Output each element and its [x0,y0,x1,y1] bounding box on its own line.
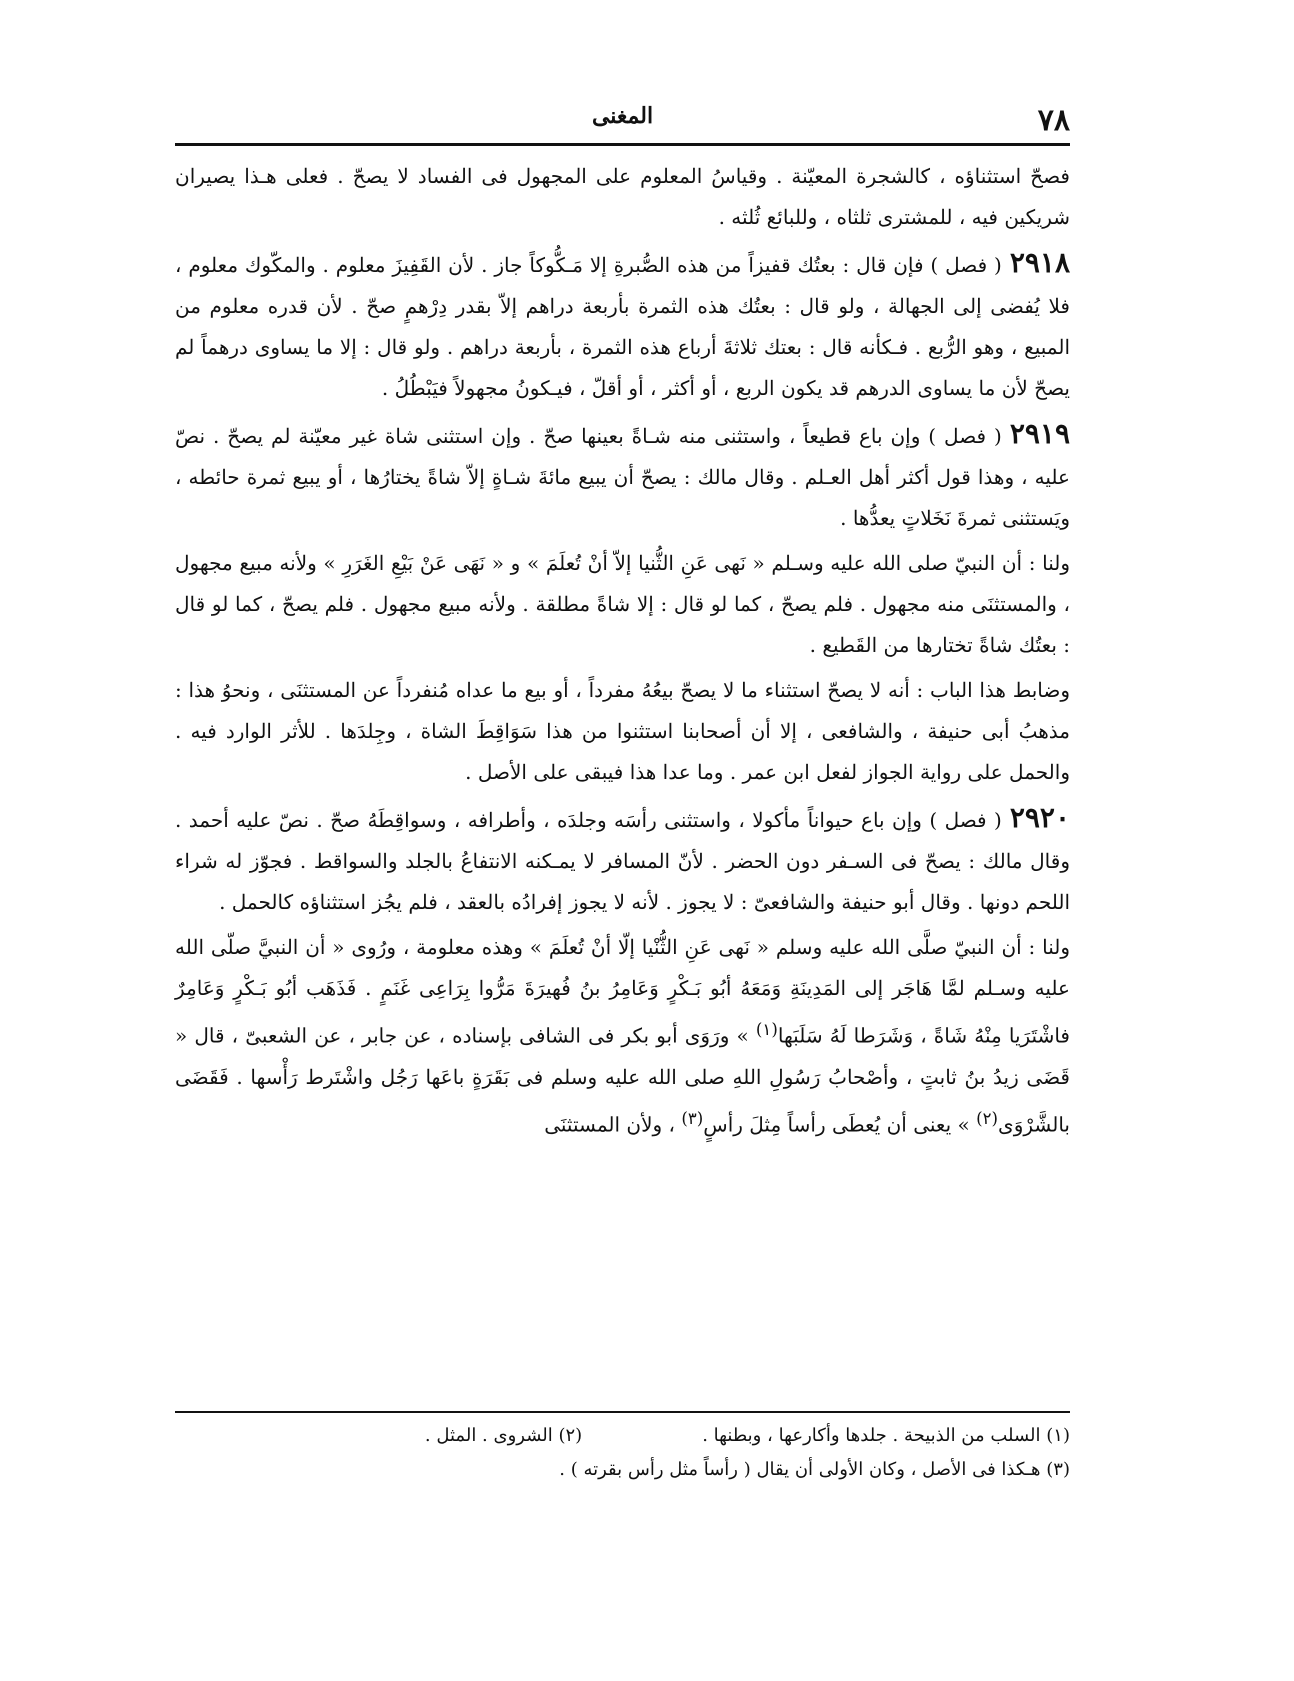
evidence-text-end: ، ولأن المستثنَى [544,1112,675,1137]
section-number: ٢٩٢٠ [1009,801,1070,834]
footnote-ref-2[interactable]: (٢) [976,1108,999,1128]
section-text: ( فصل ) وإن باع حيواناً مأكولا ، واستثنى رأسَه وجلدَه ، وأطرافه ، وسواقِطَهُ صحّ . نصّ عليه أحمد . وقال مالك : يصحّ فى السـفر دون الحضر . لأنّ المسافر لا يمـكنه الانتفاعُ بالجلد والسواقط . فجوّز له شراء اللحم دونها . وقال أبو حنيفة والشافعىّ : لا يجوز . لأنه لا يجوز إفرادُه بالعقد ، فلم يجُز استثناؤه كالحمل . [175,808,1070,914]
page-header [175,95,1070,146]
footnotes [175,1411,1070,1487]
section-2919 [175,413,1070,539]
page-number: ٧٨ [1037,103,1070,138]
footnote-ref-3[interactable]: (٣) [681,1108,704,1128]
paragraph-argument: ولنا : أن النبيّ صلى الله عليه وسـلم « نَهى عَنِ الثُّنيا إلاّ أنْ تُعلَمَ » و « نَهَى عَنْ بَيْعِ الغَرَرِ » ولأنه مبيع مجهول ، والمستثنَى منه مجهول . فلم يصحّ ، كما لو قال : إلا شاةً مطلقة . ولأنه مبيع مجهول . فلم يصحّ ، كما لو قال : بعتُك شاةً تختارها من القَطيع . [175,551,1071,657]
footnote-ref-1[interactable]: (١) [755,1020,778,1039]
footnote-2: (٢) الشروى . المثل . [424,1425,583,1446]
footnote-row [175,1419,1070,1453]
book-page [175,95,1070,1645]
section-number: ٢٩١٨ [1009,246,1070,279]
main-text [175,146,1070,1145]
paragraph-rule: وضابط هذا الباب : أنه لا يصحّ استثناء ما لا يصحّ بيعُهُ مفرداً ، أو بيع ما عداه مُنفرداً عن المستثنَى ، ونحوُ هذا : مذهبُ أبى حنيفة ، والشافعى ، إلا أن أصحابنا استثنوا من هذا سَوَاقِطَ الشاة ، وجِلدَها . للأثر الوارد فيه . والحمل على رواية الجواز لفعل ابن عمر . وما عدا هذا فيبقى على الأصل . [175,678,1070,784]
footnote-1: (١) السلب من الذبيحة . جلدها وأكارعها ، وبطنها . [702,1425,1070,1446]
section-2920 [175,797,1070,923]
evidence-text-cont2: » يعنى أن يُعطَى رأساً مِثلَ رأسٍ [703,1112,970,1137]
book-title: المغنى [591,103,654,129]
section-number: ٢٩١٩ [1009,417,1070,450]
paragraph-intro: فصحّ استثناؤه ، كالشجرة المعيّنة . وقياسُ المعلوم على المجهول فى الفساد لا يصحّ . فعلى هـذا يصيران شريكين فيه ، للمشترى ثلثاه ، وللبائع ثُلثه . [175,164,1070,229]
section-text: ( فصل ) فإن قال : بعتُك قفيزاً من هذه الصُّبرةِ إلا مَـكُّوكاً جاز . لأن القَفِيزَ معلوم . والمكّوك معلوم ، فلا يُفضى إلى الجهالة ، ولو قال : بعتُك هذه الثمرة بأربعة دراهم إلاّ بقدر دِرْهمٍ صحّ . لأن قدره معلوم من المبيع ، وهو الرُّبع . فـكأنه قال : بعتك ثلاثةَ أرباع هذه الثمرة ، بأربعة دراهم . ولو قال : إلا ما يساوى درهماً لم يصحّ لأن ما يساوى الدرهم قد يكون الربع ، أو أكثر ، أو أقلّ ، فيـكونُ مجهولاً فيَبْطُلُ . [175,253,1070,400]
evidence-text: ولنا : أن النبيّ صلَّى الله عليه وسلم « نَهى عَنِ الثُّنْيا إلّا أنْ تُعلَمَ » وهذه معلومة ، ورُوى « أن النبيَّ صلّى الله عليه وسـلم لمَّا هَاجَر إلى المَدِينَةِ وَمَعَهُ أبُو بَـكْرٍ وَعَامِرُ بنُ فُهيرَةَ مَرُّوا بِرَاعِى غَنَمٍ . فَذَهَب أبُو بَـكْرٍ وَعَامِرٌ فاشْتَرَيا مِنْهُ شَاةً ، وَشَرَطا لَهُ سَلَبَها [175,935,1070,1048]
section-text: ( فصل ) وإن باع قطيعاً ، واستثنى منه شـاةً بعينها صحّ . وإن استثنى شاة غير معيّنة لم يصحّ . نصّ عليه ، وهذا قول أكثر أهل العـلم . وقال مالك : يصحّ أن يبيع مائةَ شـاةٍ إلاّ شاةً يختارُها ، أو يبيع ثمرة حائطه ، ويَستثنى ثمرةَ نَخَلاتٍ يعدُّها . [175,424,1070,530]
section-2918 [175,242,1070,409]
evidence-text-cont: » ورَوَى أبو بكر فى الشافى بإسناده ، عن جابر ، عن الشعبىّ ، قال « قَضَى زيدُ بنُ ثابتٍ ، وأصْحابُ رَسُولِ اللهِ صلى الله عليه وسلم فى بَقَرَةٍ باعَها رَجُل واشْتَرط رَأْسها . فَقَضَى بالشَّرْوَى [175,1023,1070,1137]
footnote-3: (٣) هـكذا فى الأصل ، وكان الأولى أن يقال ( رأساً مثل رأس بقرته ) . [559,1459,1070,1480]
paragraph-evidence [175,927,1070,1145]
